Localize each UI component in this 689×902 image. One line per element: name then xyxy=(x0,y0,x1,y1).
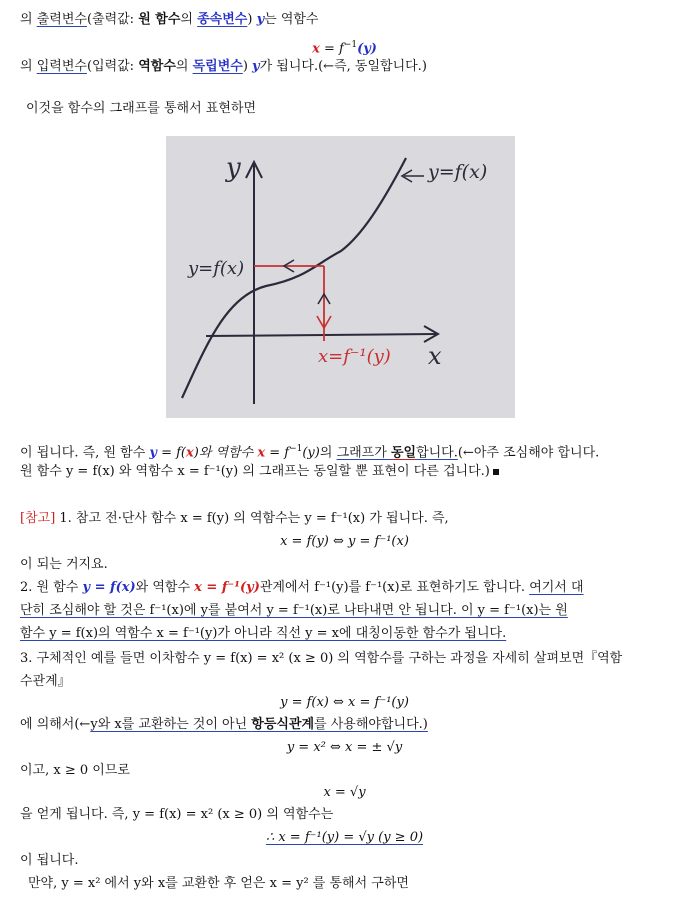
term-input-variable: 입력변수 xyxy=(36,59,87,74)
var-y: y xyxy=(256,12,265,27)
underlined-text: y와 x를 교환하는 것이 아닌 xyxy=(90,717,252,732)
text: )와 역함수 xyxy=(193,445,258,461)
paragraph-line-2 xyxy=(20,58,671,76)
text: = f( xyxy=(156,445,186,461)
text: = f xyxy=(319,41,344,57)
note-line-6: 3. 구체적인 예를 들면 이차함수 y = f(x) = x² (x ≥ 0) 의 역함수를 구하는 과정을 자세히 살펴보면『역함 xyxy=(20,651,623,666)
var-y: y xyxy=(149,445,157,461)
term-dependent-variable: 종속변수 xyxy=(197,12,248,27)
note-line-2: 이 되는 거지요. xyxy=(20,557,108,572)
text: 의 xyxy=(20,12,37,27)
equation-3: y = f(x) ⇔ x = f⁻¹(y) xyxy=(280,695,409,710)
bottom-inverse-label: x=f⁻¹(y) xyxy=(318,346,391,367)
equation-4: y = x² ⇔ x = ± √y xyxy=(286,740,403,755)
underlined-text: 여기서 대 xyxy=(529,580,584,595)
paragraph-line-3: 이것을 함수의 그래프를 통해서 표현하면 xyxy=(26,101,257,116)
term-identity-relation: 항등식관계 xyxy=(251,717,315,732)
var-x: x xyxy=(312,41,320,57)
note-line-11: 이 됩니다. xyxy=(20,853,79,868)
text: 의 xyxy=(180,12,198,27)
text: 이 됩니다. 즉, 원 함수 xyxy=(20,445,150,461)
text: 의 xyxy=(319,445,337,461)
text: (입력값: xyxy=(86,59,139,74)
text: ) xyxy=(242,59,253,74)
equation-6: ∴ x = f⁻¹(y) = √y (y ≥ 0) xyxy=(265,830,424,845)
underlined-text: 그래프가 xyxy=(336,445,391,461)
note-line-12: 만약, y = x² 에서 y와 x를 교환한 후 얻은 x = y² 를 통해서 구하면 xyxy=(28,876,409,891)
var-x: x xyxy=(257,445,266,461)
text: 에 의해서(← xyxy=(20,717,91,732)
note-tag: [참고] xyxy=(20,511,56,526)
paragraph-line-4 xyxy=(20,440,671,462)
text: (출력값: xyxy=(86,12,139,27)
y-axis-label: y xyxy=(226,153,241,183)
text: 는 역함수 xyxy=(264,12,319,27)
term-independent-variable: 독립변수 xyxy=(192,59,243,74)
superscript: −1 xyxy=(343,40,358,50)
note-line-9: 이고, x ≥ 0 이므로 xyxy=(20,763,130,778)
term-output-variable: 출력변수 xyxy=(36,12,87,27)
text: (←아주 조심해야 합니다. xyxy=(457,445,600,461)
text: 의 xyxy=(175,59,193,74)
equation-5: x = √y xyxy=(323,785,366,800)
inverse-function: x = f⁻¹(y) xyxy=(194,580,260,595)
note-line-5: 함수 y = f(x)의 역함수 x = f⁻¹(y)가 아니라 직선 y = x에 대칭이동한 함수가 됩니다. xyxy=(20,626,507,641)
equation-2: x = f(y) ⇔ y = f⁻¹(x) xyxy=(280,534,409,549)
note-line-4: 단히 조심해야 할 것은 f⁻¹(x)에 y를 붙여서 y = f⁻¹(x)로 나타내면 안 됩니다. 이 y = f⁻¹(x)는 원 xyxy=(20,603,568,618)
note-line-8 xyxy=(20,716,671,734)
hand-drawn-graph xyxy=(166,136,515,418)
left-function-label: y=f(x) xyxy=(188,258,245,279)
equation-inverse xyxy=(0,36,689,58)
emphasis-same: 동일 xyxy=(390,445,417,461)
note-line-3 xyxy=(20,579,671,597)
text: 가 됩니다.(←즉, 동일합니다.) xyxy=(259,59,427,74)
x-axis-label: x xyxy=(428,342,442,370)
paragraph-line-5 xyxy=(20,463,671,481)
paragraph-line-1 xyxy=(20,11,671,29)
var-y: (y) xyxy=(357,41,377,57)
text: 1. 참고 전·단사 함수 x = f(y) 의 역함수는 y = f⁻¹(x) 가 됩니다. 즉, xyxy=(55,511,449,526)
underlined-text: 합니다. xyxy=(416,445,458,461)
note-line-10: 을 얻게 됩니다. 즉, y = f(x) = x² (x ≥ 0) 의 역함수는 xyxy=(20,807,334,822)
text: 와 역함수 xyxy=(135,580,195,595)
term-original-function: 원 함수 xyxy=(138,12,181,27)
superscript: −1 xyxy=(289,444,303,454)
original-function: y = f(x) xyxy=(82,580,136,595)
text: = f xyxy=(265,445,290,461)
text: 2. 원 함수 xyxy=(20,580,83,595)
note-line-1 xyxy=(20,510,671,528)
term-inverse-function: 역함수 xyxy=(138,59,176,74)
note-line-7: 수관계』 xyxy=(20,674,71,689)
graph-photo xyxy=(166,136,515,418)
var-x: x xyxy=(186,445,194,461)
text: 원 함수 y = f(x) 와 역함수 x = f⁻¹(y) 의 그래프는 동일할 뿐 표현이 다른 겁니다.) xyxy=(20,464,490,479)
text: (y) xyxy=(302,445,320,461)
text: 관계에서 f⁻¹(y)를 f⁻¹(x)로 표현하기도 합니다. xyxy=(259,580,530,595)
right-function-label: y=f(x) xyxy=(428,161,488,183)
text: 의 xyxy=(20,59,37,74)
text: ) xyxy=(247,12,257,27)
var-y: y xyxy=(252,59,260,74)
end-mark-icon xyxy=(493,469,499,475)
underlined-text: 를 사용해야합니다.) xyxy=(314,717,428,732)
